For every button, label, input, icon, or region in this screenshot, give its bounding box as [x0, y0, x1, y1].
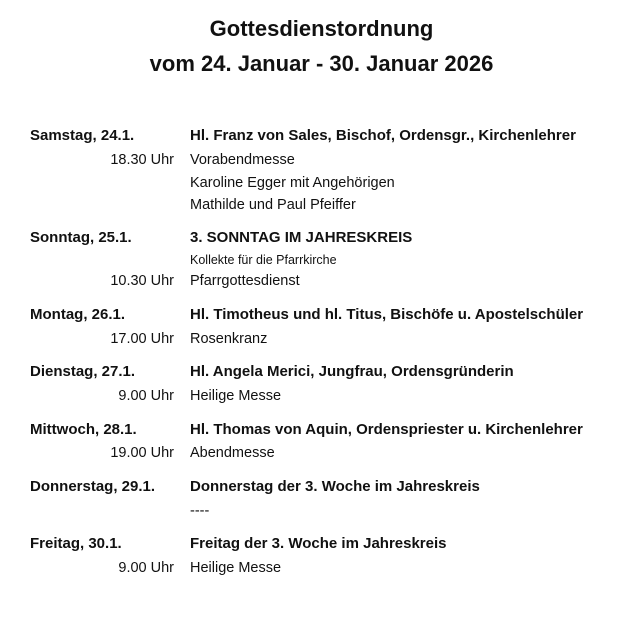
feast-title: Hl. Timotheus und hl. Titus, Bischöfe u. Apostelschüler — [190, 306, 584, 323]
feast-title: Hl. Thomas von Aquin, Ordenspriester u. Kirchenlehrer — [190, 421, 583, 438]
service-text: Vorabendmesse — [190, 152, 295, 168]
feast-title: Donnerstag der 3. Woche im Jahreskreis — [190, 478, 480, 495]
feast-title: Hl. Angela Merici, Jungfrau, Ordensgründerin — [190, 363, 514, 380]
service-time: 18.30 Uhr — [110, 152, 174, 168]
day-label: Dienstag, 27.1. — [30, 363, 136, 380]
day-label: Montag, 26.1. — [30, 306, 126, 323]
service-time: 9.00 Uhr — [118, 388, 174, 404]
page-subtitle: vom 24. Januar - 30. Januar 2026 — [149, 51, 494, 76]
day-label: Mittwoch, 28.1. — [30, 421, 137, 438]
service-text: Rosenkranz — [190, 331, 268, 347]
day-label: Sonntag, 25.1. — [30, 229, 132, 246]
feast-title: Freitag der 3. Woche im Jahreskreis — [190, 535, 447, 552]
day-label: Samstag, 24.1. — [30, 127, 135, 144]
service-text: Pfarrgottesdienst — [190, 273, 300, 289]
page-title: Gottesdienstordnung — [209, 16, 434, 41]
service-time: 9.00 Uhr — [118, 560, 174, 576]
service-text: Heilige Messe — [190, 560, 282, 576]
service-time: 10.30 Uhr — [110, 273, 174, 289]
service-text: Heilige Messe — [190, 388, 282, 404]
day-label: Donnerstag, 29.1. — [30, 478, 156, 495]
service-time: 17.00 Uhr — [110, 331, 174, 347]
feast-title: 3. SONNTAG IM JAHRESKREIS — [190, 229, 413, 246]
service-text: Abendmesse — [190, 445, 275, 461]
collection-note: Kollekte für die Pfarrkirche — [190, 253, 337, 267]
feast-title: Hl. Franz von Sales, Bischof, Ordensgr., Kirchenlehrer — [190, 127, 576, 144]
service-time: 19.00 Uhr — [110, 445, 174, 461]
service-text: ---- — [190, 503, 210, 519]
service-text: Mathilde und Paul Pfeiffer — [190, 197, 356, 213]
service-text: Karoline Egger mit Angehörigen — [190, 175, 395, 191]
day-label: Freitag, 30.1. — [30, 535, 122, 552]
